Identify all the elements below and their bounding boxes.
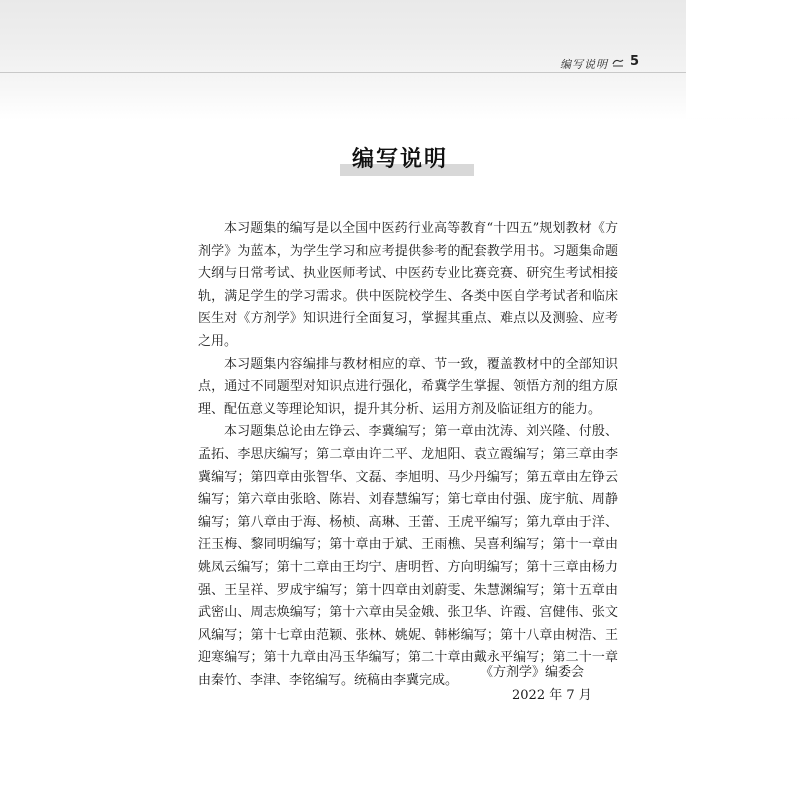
header-band [0, 0, 800, 120]
paragraph-structure: 本习题集内容编排与教材相应的章、节一致，覆盖教材中的全部知识点，通过不同题型对知识点进行强化，希冀学生掌握、领悟方剂的组方原理、配伍意义等理论知识，提升其分析、运用方剂及临证组方的能力。 [198, 356, 618, 417]
paragraph-purpose: 本习题集的编写是以全国中医药行业高等教育“十四五”规划教材《方剂学》为蓝本，为学生学习和应考提供参考的配套教学用书。习题集命题大纲与日常考试、执业医师考试、中医药专业比赛竞赛、研究生考试相接轨，满足学生的学习需求。供中医院校学生、各类中医自学考试者和临床医生对《方剂学》知识进行全面复习，掌握其重点、难点以及测验、应考之用。 [198, 221, 618, 349]
paragraph-authors: 本习题集总论由左铮云、李冀编写；第一章由沈涛、刘兴隆、付殷、孟拓、李思庆编写；第二章由许二平、龙旭阳、袁立霞编写；第三章由李冀编写；第四章由张智华、文磊、李旭明、马少丹编写；第五章由左铮云编写；第六章由张晗、陈岩、刘春慧编写；第七章由付强、庞宇航、周静编写；第八章由于海、杨桢、高琳、王蕾、王虎平编写；第九章由于洋、汪玉梅、黎同明编写；第十章由于斌、王雨樵、吴喜利编写；第十一章由姚凤云编写；第十二章由王均宁、唐明哲、方向明编写；第十三章由杨力强、王呈祥、罗成宇编写；第十四章由刘蔚雯、朱慧渊编写；第十五章由武密山、周志焕编写；第十六章由吴金娥、张卫华、许霞、宫健伟、张文风编写；第十七章由范颖、张林、姚妮、韩彬编写；第十八章由树浩、王迎寒编写；第十九章由冯玉华编写；第二十章由戴永平编写；第二十一章由秦竹、李津、李铭编写。统稿由李冀完成。 [198, 424, 618, 688]
book-leaf-icon [612, 58, 624, 68]
running-title: 编写说明 [560, 58, 608, 71]
page-number: 5 [630, 54, 640, 69]
signature-org: 《方剂学》编委会 [480, 665, 585, 680]
header-rule [0, 72, 686, 73]
header-band-gap [686, 0, 800, 118]
page-title: 编写说明 [351, 147, 448, 172]
body-text [198, 218, 618, 692]
signature-date: 2022 年 7 月 [512, 688, 592, 703]
